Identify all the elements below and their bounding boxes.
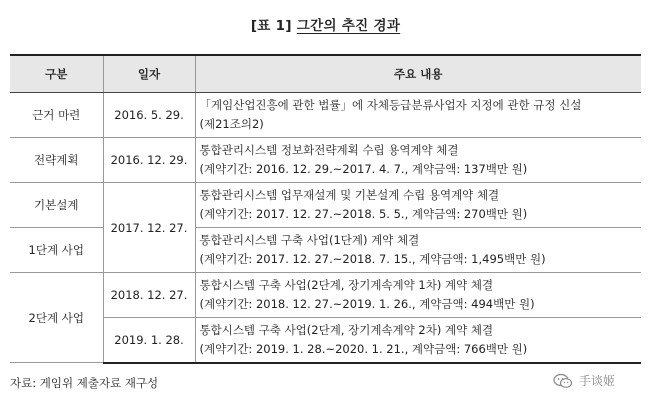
cell-content (195, 228, 641, 273)
cell-category: 1단계 사업 (10, 228, 103, 273)
header-date: 일자 (103, 55, 195, 93)
table-title-prefix: [표 1] (250, 18, 292, 34)
source-note: 자료: 게임위 제출자료 재구성 (10, 376, 159, 390)
content-line: (계약기간: 2019. 1. 28.~2020. 1. 21., 계약금액: 766백만 원) (199, 341, 528, 356)
watermark-text: 手谈姬 (579, 374, 616, 388)
cell-date: 2016. 12. 29. (103, 138, 195, 183)
table-row (10, 93, 641, 138)
table-row (10, 183, 641, 228)
cell-content (195, 138, 641, 183)
cell-date: 2018. 12. 27. (103, 273, 195, 318)
cell-category: 2단계 사업 (10, 273, 103, 363)
table-row (10, 273, 641, 318)
cell-content (195, 93, 641, 138)
cell-content (195, 273, 641, 318)
content-line: 통합시스템 구축 사업(2단계, 장기계속계약 2차) 계약 체결 (199, 322, 494, 337)
content-line: (계약기간: 2016. 12. 29.~2017. 4. 7., 계약금액: 137백만 원) (199, 162, 528, 176)
content-line: 통합관리시스템 정보화전략계획 수립 용역계약 체결 (199, 143, 459, 157)
content-line: 통합관리시스템 업무재설계 및 기본설계 수립 용역계약 체결 (199, 188, 500, 202)
watermark (553, 372, 615, 389)
table-row (10, 138, 641, 183)
content-line: (제21조의2) (199, 117, 264, 131)
cell-date: 2016. 5. 29. (103, 93, 195, 138)
cell-content (195, 183, 641, 228)
header-row (10, 55, 641, 93)
cell-category: 기본설계 (10, 183, 103, 228)
cell-date: 2017. 12. 27. (103, 183, 195, 273)
cell-category: 근거 마련 (10, 93, 103, 138)
content-line: (계약기간: 2018. 12. 27.~2019. 1. 26., 계약금액: 494백만 원) (199, 297, 535, 311)
cell-date: 2019. 1. 28. (103, 318, 195, 363)
table-row (10, 318, 641, 363)
header-category: 구분 (10, 55, 103, 93)
content-line: (계약기간: 2017. 12. 27.~2018. 5. 5., 계약금액: 270백만 원) (199, 207, 528, 221)
progress-table (10, 54, 641, 364)
wechat-icon (553, 373, 573, 389)
content-line: (계약기간: 2017. 12. 27.~2018. 7. 15., 계약금액: 1,495백만 원) (199, 252, 546, 266)
table-title (0, 14, 651, 34)
content-line: 통합관리시스템 구축 사업(1단계) 계약 체결 (199, 233, 420, 247)
cell-category: 전략계획 (10, 138, 103, 183)
cell-content (195, 318, 641, 363)
content-line: 통합시스템 구축 사업(2단계, 장기계속계약 1차) 계약 체결 (199, 278, 494, 292)
table-title-main: 그간의 추진 경과 (296, 18, 401, 34)
content-line: 「게임산업진흥에 관한 법률」에 자체등급분류사업자 지정에 관한 규정 신설 (199, 98, 582, 112)
header-content: 주요 내용 (195, 55, 641, 93)
